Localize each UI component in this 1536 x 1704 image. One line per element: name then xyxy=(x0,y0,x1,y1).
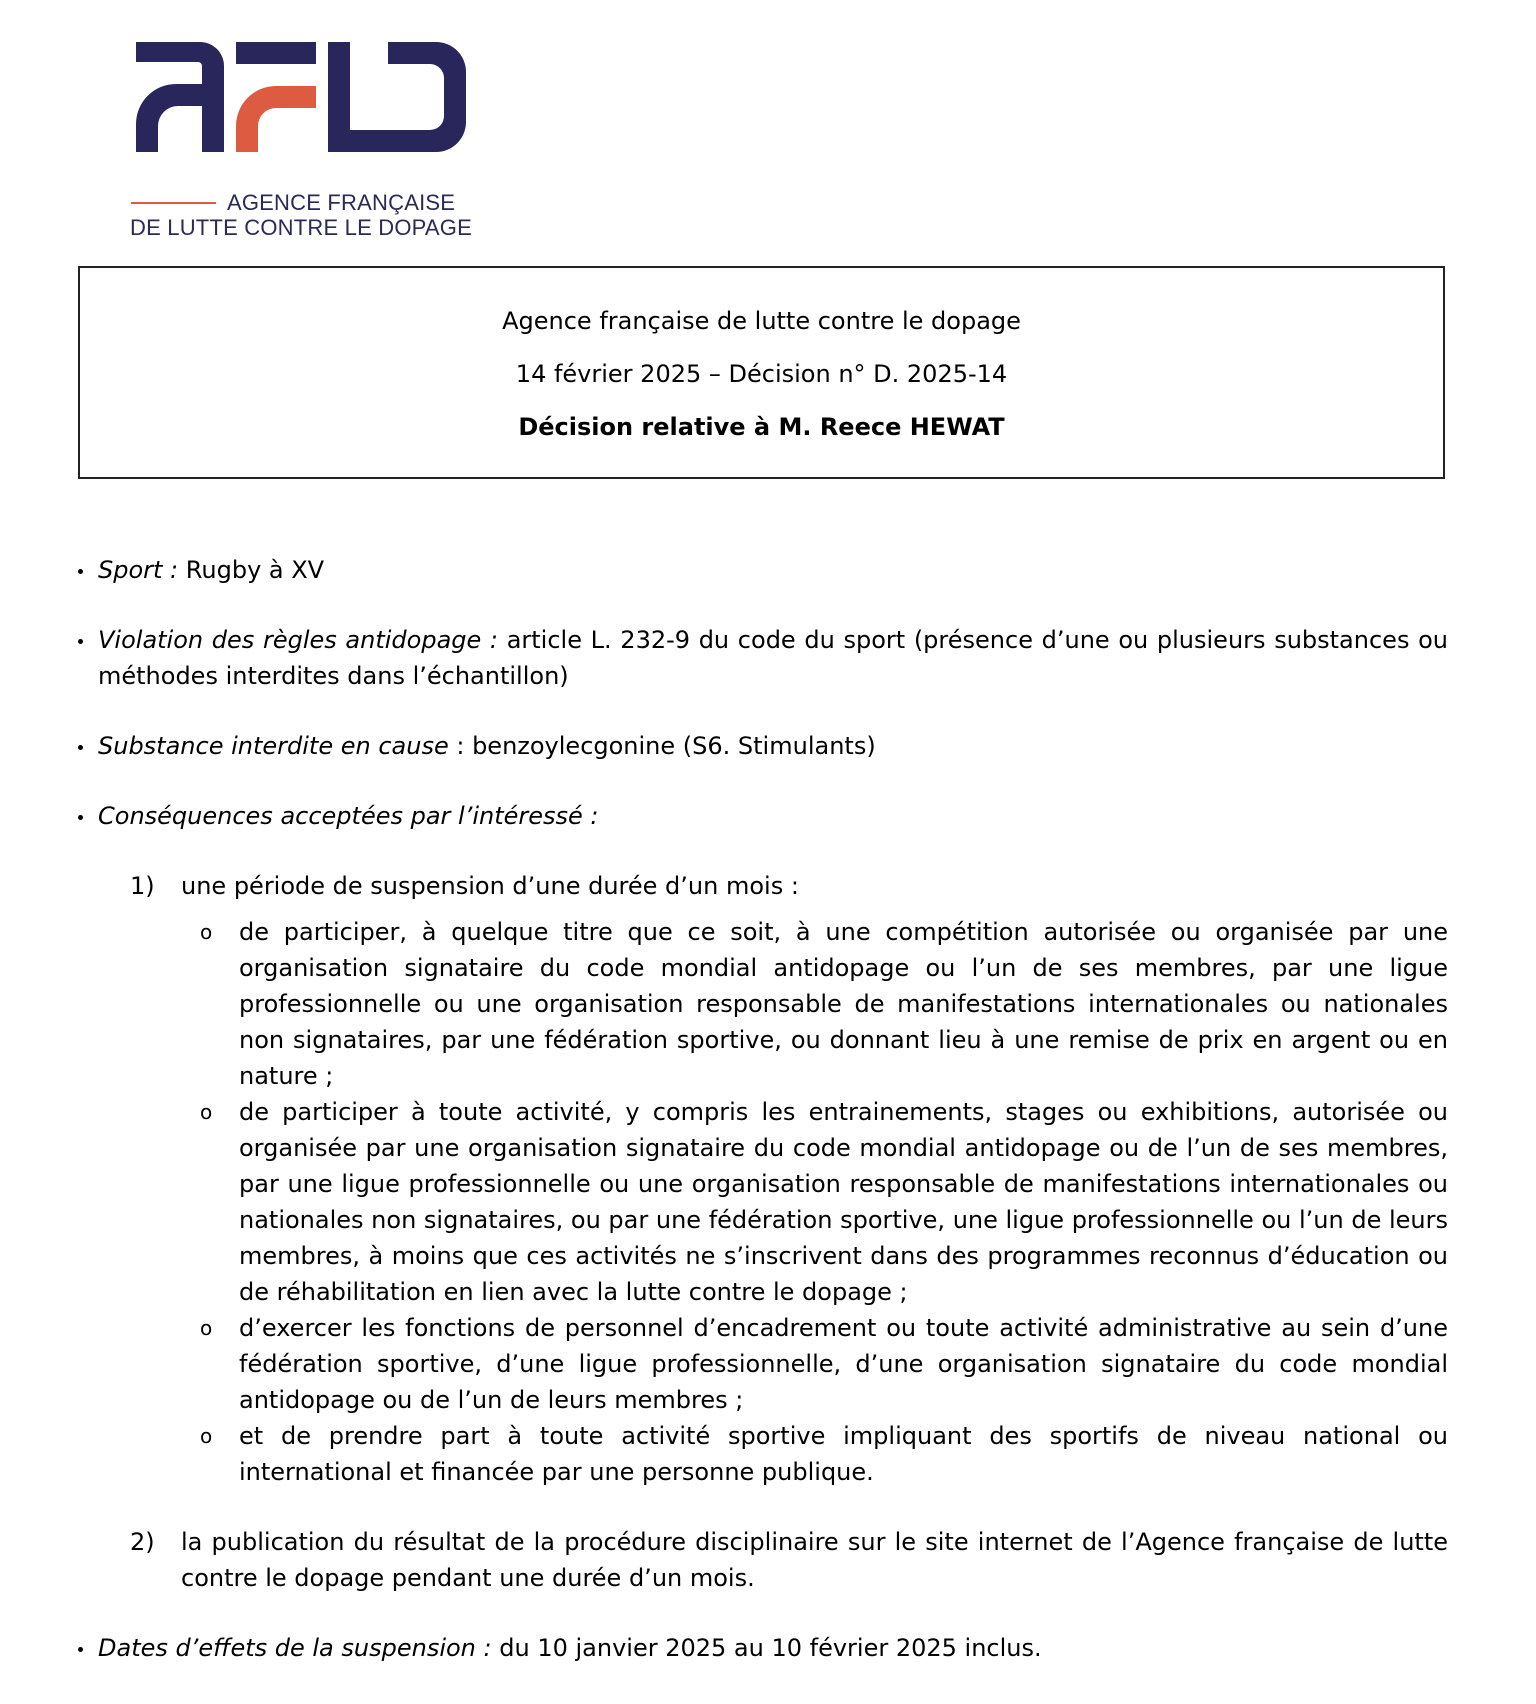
suspension-sub-item xyxy=(78,1418,1448,1490)
sub-item-text: d’exercer les fonctions de personnel d’encadrement ou toute activité administrative au sein d’une fédération sportive, d’une ligue professionnelle, d’une organisation signataire du code mondial antidopage ou de l’un de leurs membres ; xyxy=(239,1314,1448,1414)
item-value: Rugby à XV xyxy=(178,556,325,584)
point-number: 1) xyxy=(130,872,155,900)
circle-bullet-icon: o xyxy=(200,920,213,944)
item-value: : benzoylecgonine (S6. Stimulants) xyxy=(448,732,876,760)
agency-name: Agence française de lutte contre le dopage xyxy=(502,307,1021,335)
item-label: Dates d’effets de la suspension : xyxy=(98,1634,492,1662)
logo-rule xyxy=(131,202,216,204)
point-number: 2) xyxy=(130,1528,155,1556)
suspension-sub-item xyxy=(78,1094,1448,1310)
point-text: la publication du résultat de la procédure disciplinaire sur le site internet de l’Agence française de lutte contre le dopage pendant une durée d’un mois. xyxy=(181,1528,1448,1592)
item-substance xyxy=(78,728,1448,764)
afld-wordmark-icon xyxy=(130,36,470,156)
decision-date-number: 14 février 2025 – Décision n° D. 2025-14 xyxy=(515,360,1008,388)
item-label: Conséquences acceptées par l’intéressé : xyxy=(98,802,599,830)
bullet-icon xyxy=(78,1647,83,1652)
item-sport xyxy=(78,552,1448,588)
item-dates xyxy=(78,1630,1448,1666)
bullet-icon xyxy=(78,639,83,644)
item-label: Substance interdite en cause xyxy=(98,732,449,760)
sub-item-text: et de prendre part à toute activité sportive impliquant des sportifs de niveau national ou international et financée par une personne publique. xyxy=(239,1422,1448,1486)
decision-body xyxy=(78,552,1448,1666)
item-consequences xyxy=(78,798,1448,834)
circle-bullet-icon: o xyxy=(200,1424,213,1448)
consequence-point-1 xyxy=(78,868,1448,904)
circle-bullet-icon: o xyxy=(200,1100,213,1124)
decision-header-box xyxy=(78,266,1445,479)
item-value: du 10 janvier 2025 au 10 février 2025 inclus. xyxy=(491,1634,1042,1662)
decision-title: Décision relative à M. Reece HEWAT xyxy=(518,413,1005,441)
consequence-point-2 xyxy=(78,1524,1448,1596)
suspension-sub-item xyxy=(78,914,1448,1094)
logo-tagline-2: DE LUTTE CONTRE LE DOPAGE xyxy=(130,215,472,240)
item-violation xyxy=(78,622,1448,694)
bullet-icon xyxy=(78,745,83,750)
bullet-icon xyxy=(78,569,83,574)
bullet-icon xyxy=(78,815,83,820)
afld-logo xyxy=(130,36,470,241)
point-text: une période de suspension d’une durée d’un mois : xyxy=(181,872,799,900)
item-value: article L. 232-9 du code du sport (présence d’une ou plusieurs substances ou méthodes interdites dans l’échantillon) xyxy=(98,626,1449,690)
circle-bullet-icon: o xyxy=(200,1316,213,1340)
sub-item-text: de participer à toute activité, y compris les entrainements, stages ou exhibitions, autorisée ou organisée par une organisation signataire du code mondial antidopage ou de l’un de ses membres, par une ligue professionnelle ou une organisation responsable de manifestations internationales ou nationales non signataires, ou par une fédération sportive, une ligue professionnelle ou l’un de leurs membres, à moins que ces activités ne s’inscrivent dans des programmes reconnus d’éducation ou de réhabilitation en lien avec la lutte contre le dopage ; xyxy=(239,1098,1448,1306)
sub-item-text: de participer, à quelque titre que ce soit, à une compétition autorisée ou organisée par une organisation signataire du code mondial antidopage ou l’un de ses membres, par une ligue professionnelle ou une organisation responsable de manifestations internationales ou nationales non signataires, par une fédération sportive, ou donnant lieu à une remise de prix en argent ou en nature ; xyxy=(239,918,1448,1090)
item-label: Violation des règles antidopage : xyxy=(98,626,499,654)
suspension-sub-item xyxy=(78,1310,1448,1418)
logo-tagline-1: AGENCE FRANÇAISE xyxy=(227,190,456,215)
item-label: Sport : xyxy=(98,556,179,584)
